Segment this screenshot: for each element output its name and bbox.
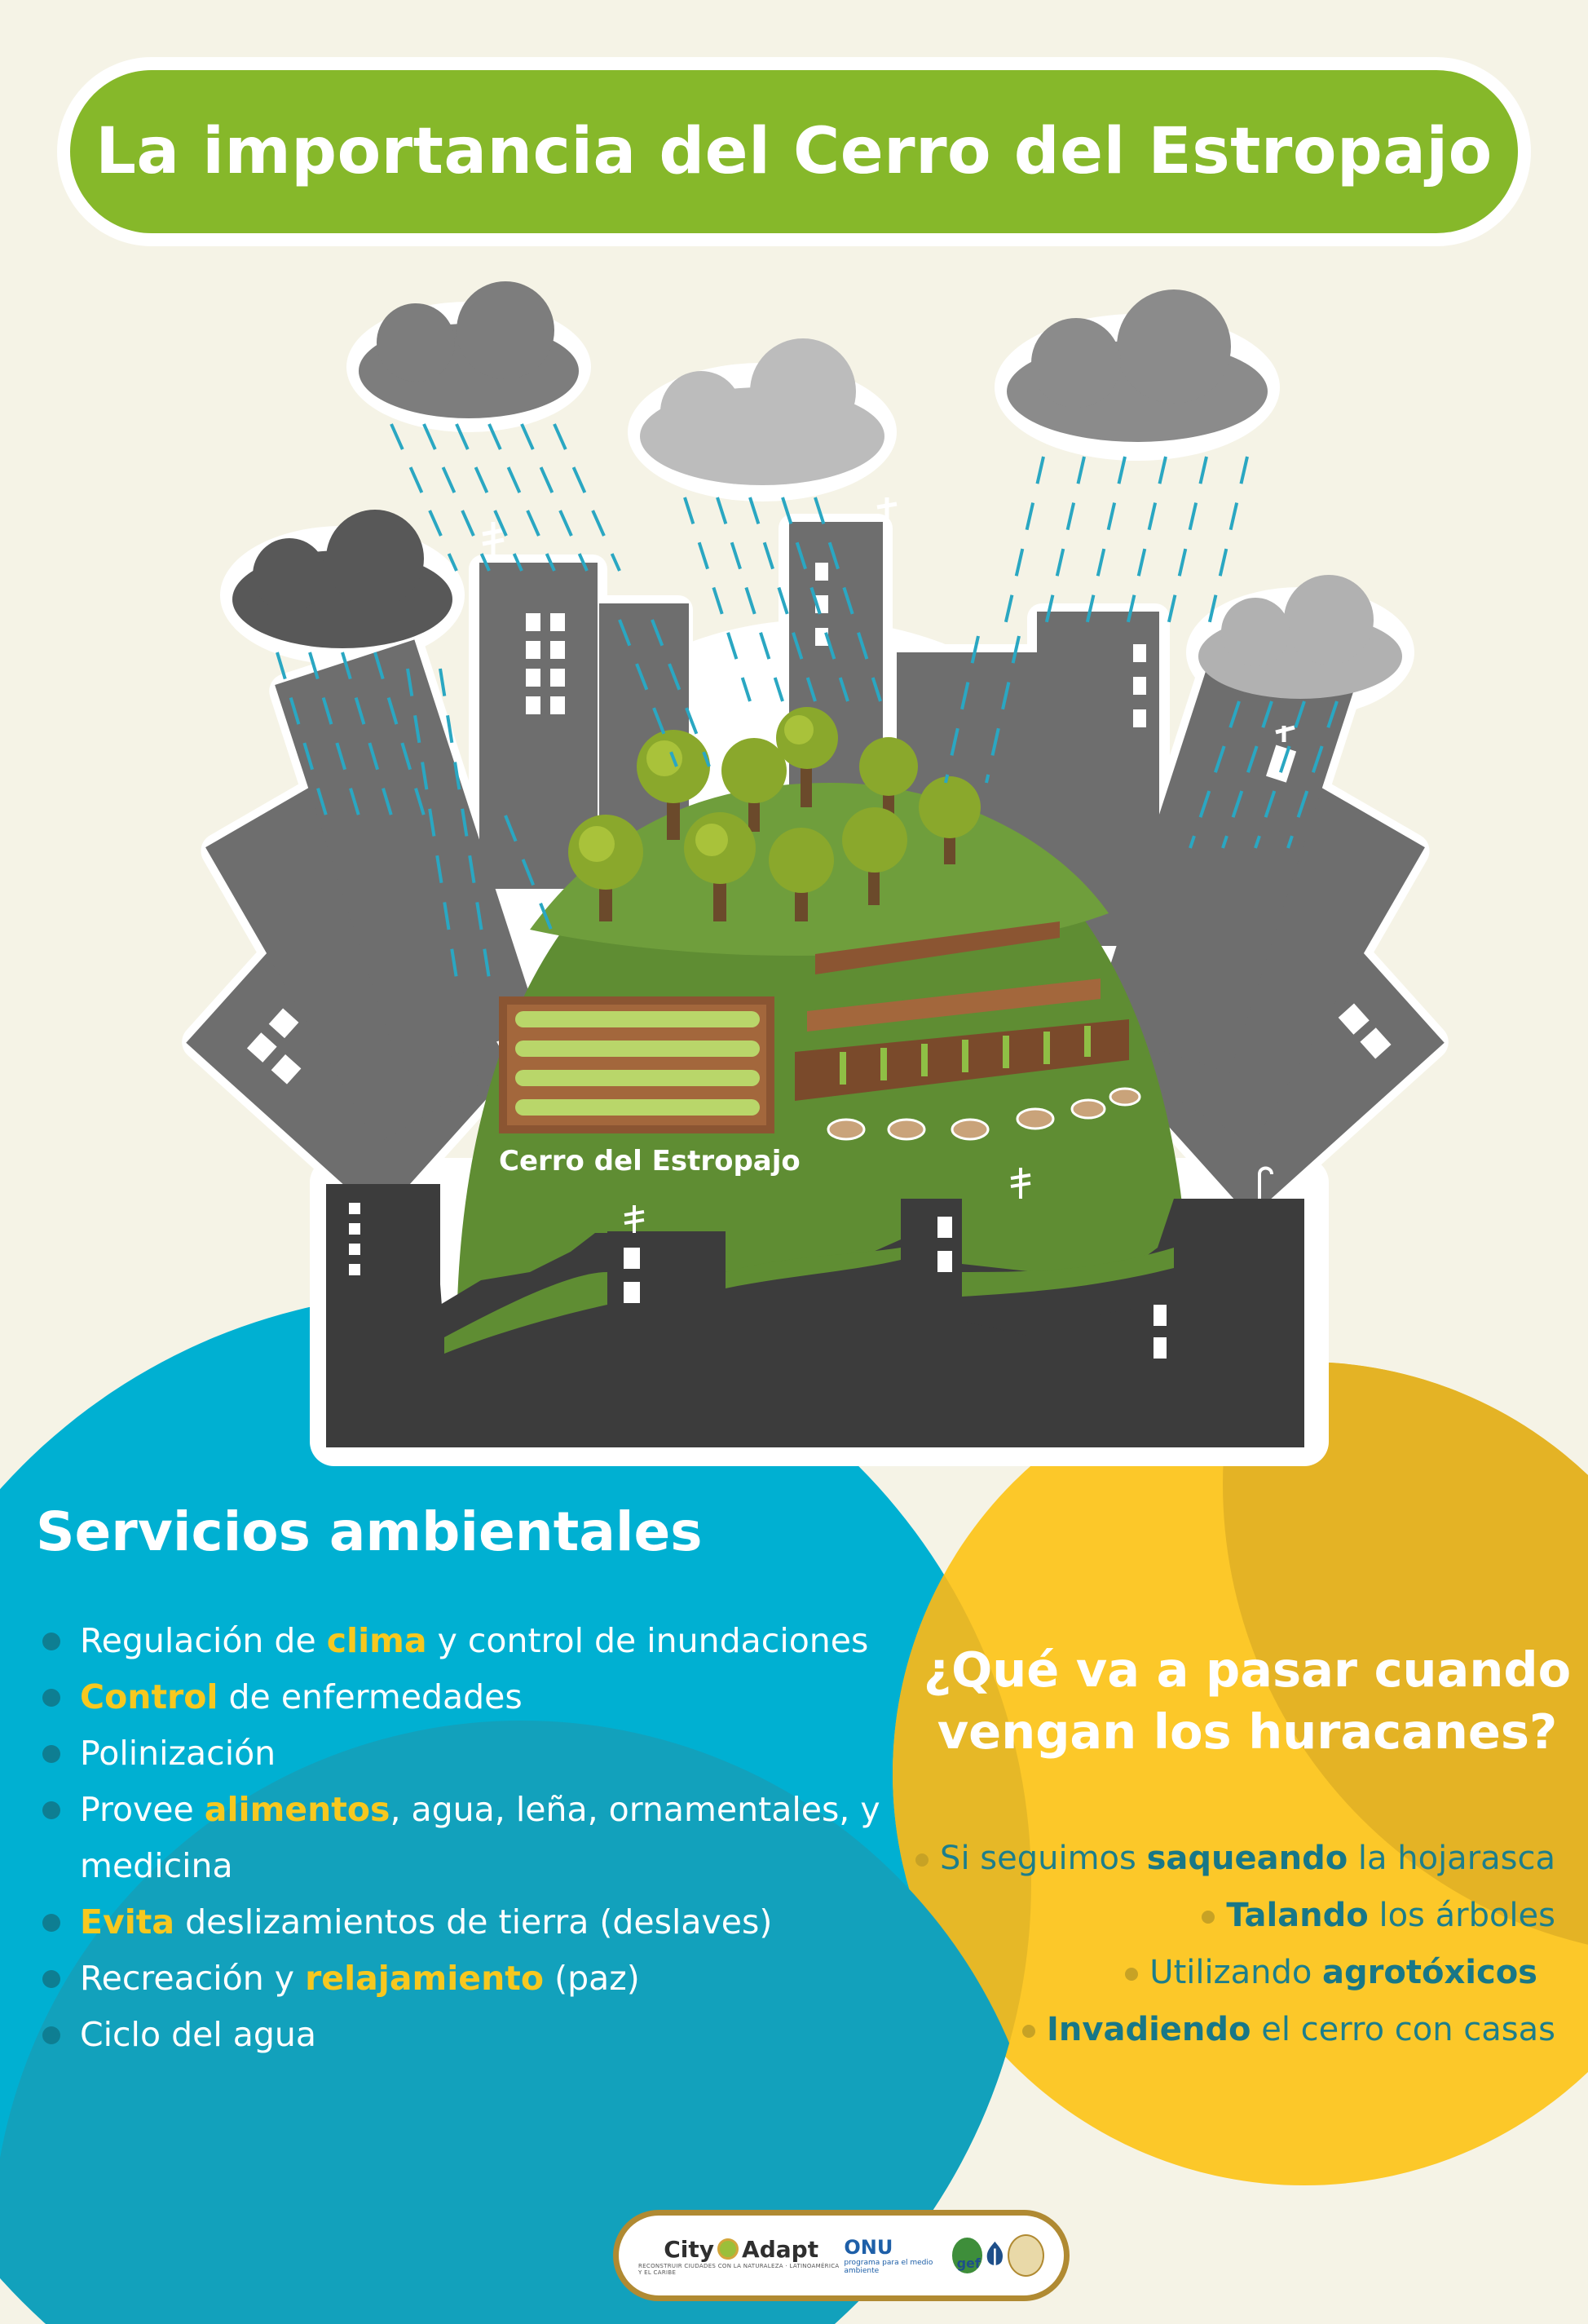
university-emblem-icon (982, 2238, 1008, 2273)
hurricane-item: Invadiendo el cerro con casas (822, 2001, 1555, 2058)
crop-bed-left (499, 996, 774, 1133)
service-item: Recreación y relajamiento (paz) (42, 1951, 906, 2007)
gef-logo: gef (952, 2238, 983, 2273)
title-banner (57, 57, 1531, 246)
service-item: Provee alimentos, agua, leña, ornamentales, y medicina (42, 1782, 903, 1894)
service-item: Polinización (42, 1725, 906, 1782)
service-item: Regulación de clima y control de inundaciones (42, 1613, 906, 1669)
hill-label: Cerro del Estropajo (499, 1145, 801, 1177)
onu-logo: ONU programa para el medio ambiente (844, 2236, 933, 2275)
bullet-dot (1022, 2025, 1035, 2038)
hurricane-item: Talando los árboles (822, 1887, 1555, 1944)
hurricane-list (822, 1830, 1555, 2058)
municipal-seal-icon (1008, 2234, 1044, 2277)
hurricane-item: Si seguimos saqueando la hojarasca (822, 1830, 1555, 1887)
services-list (42, 1613, 906, 2063)
hurricane-question: ¿Qué va a pasar cuando vengan los huracanes? (923, 1641, 1572, 1760)
bullet-dot (1125, 1968, 1138, 1981)
service-item: Control de enfermedades (42, 1669, 906, 1725)
services-title: Servicios ambientales (36, 1500, 703, 1563)
bullet-dot (1202, 1911, 1215, 1924)
page-title: La importancia del Cerro del Estropajo (95, 115, 1493, 188)
partner-logos (613, 2210, 1070, 2301)
bullet-dot (915, 1853, 929, 1867)
globe-icon (717, 2238, 739, 2260)
hurricane-item: Utilizando agrotóxicos (822, 1944, 1555, 2001)
service-item: Evita deslizamientos de tierra (deslaves) (42, 1894, 906, 1951)
cityadapt-logo: City Adapt RECONSTRUIR CIUDADES CON LA NATURALEZA · LATINOAMÉRICA Y EL CARIBE (638, 2235, 840, 2276)
service-item: Ciclo del agua (42, 2007, 906, 2063)
